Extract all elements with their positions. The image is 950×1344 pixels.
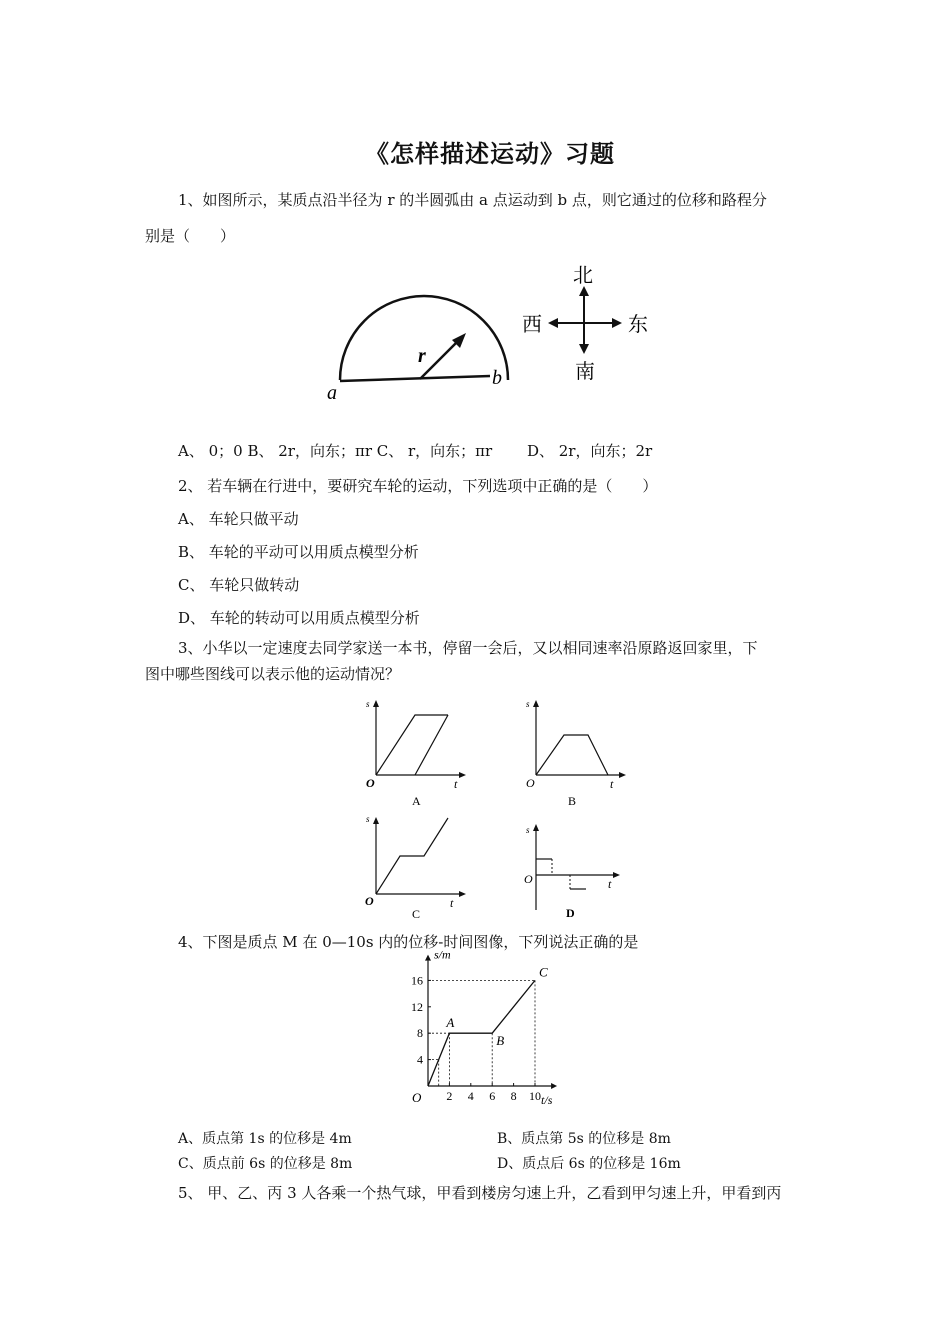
y-axis-label: s/m bbox=[434, 947, 451, 962]
compass-figure bbox=[518, 260, 678, 390]
graph-a-origin: O bbox=[366, 776, 375, 790]
graph-d-label: D bbox=[566, 906, 575, 920]
x-tick-label: 6 bbox=[489, 1089, 496, 1103]
graph-a bbox=[360, 695, 480, 815]
graph-c bbox=[360, 810, 480, 930]
q3-stem-line2: 图中哪些图线可以表示他的运动情况？ bbox=[145, 665, 401, 683]
south-label: 南 bbox=[575, 361, 595, 383]
graph-b-xlabel: t bbox=[610, 777, 614, 791]
q4-option-b: B、质点第 5s 的位移是 8m bbox=[497, 1131, 671, 1147]
graph-a-label: A bbox=[412, 794, 421, 808]
graph-b-ylabel: s bbox=[526, 699, 530, 709]
x-axis-arrow bbox=[551, 1083, 557, 1089]
x-axis-label: t/s bbox=[541, 1093, 553, 1107]
x-tick-label: 2 bbox=[446, 1089, 453, 1103]
x-tick-label: 10 bbox=[529, 1089, 541, 1103]
point-label-o: O bbox=[412, 1090, 422, 1105]
q2-option-c: C、 车轮只做转动 bbox=[178, 576, 300, 594]
graph-b-label: B bbox=[568, 794, 577, 808]
graph-c-xlabel: t bbox=[450, 896, 454, 910]
graph-b-origin: O bbox=[526, 776, 535, 790]
graph-b bbox=[520, 695, 640, 815]
q4-st-chart bbox=[400, 947, 600, 1112]
graph-c-origin: O bbox=[365, 894, 374, 908]
graph-d-origin: O bbox=[524, 872, 533, 886]
label-r: r bbox=[418, 345, 426, 367]
y-axis-arrow bbox=[425, 955, 431, 961]
graph-a-xlabel: t bbox=[454, 777, 458, 791]
graph-a-ylabel: s bbox=[366, 699, 370, 709]
graph-d-ylabel: s bbox=[526, 825, 530, 835]
graph-d-xlabel: t bbox=[608, 877, 612, 891]
q2-option-b: B、 车轮的平动可以用质点模型分析 bbox=[178, 543, 419, 561]
label-b: b bbox=[492, 367, 502, 389]
q1-options: A、 0；0 B、 2r，向东；πr C、 r，向东；πr D、 2r，向东；2r bbox=[178, 442, 653, 460]
y-tick-label: 16 bbox=[411, 973, 423, 988]
label-a: a bbox=[327, 382, 337, 404]
point-label-a: A bbox=[446, 1015, 455, 1031]
q1-stem-line1: 1、如图所示，某质点沿半径为 r 的半圆弧由 a 点运动到 b 点，则它通过的位移和路程分 bbox=[178, 191, 767, 209]
q2-stem: 2、 若车辆在行进中，要研究车轮的运动，下列选项中正确的是（ ） bbox=[178, 477, 658, 495]
q4-option-c: C、质点前 6s 的位移是 8m bbox=[178, 1156, 353, 1172]
graph-c-label: C bbox=[412, 907, 421, 921]
y-tick-label: 12 bbox=[411, 999, 423, 1014]
q5-stem-line1: 5、 甲、乙、丙 3 人各乘一个热气球，甲看到楼房匀速上升，乙看到甲匀速上升，甲看到丙 bbox=[178, 1184, 782, 1202]
x-tick-label: 4 bbox=[467, 1089, 474, 1103]
page-title: 《怎样描述运动》习题 bbox=[365, 140, 615, 168]
q4-option-a: A、质点第 1s 的位移是 4m bbox=[178, 1131, 352, 1147]
north-label: 北 bbox=[573, 265, 593, 287]
west-label: 西 bbox=[522, 314, 542, 336]
east-label: 东 bbox=[628, 314, 648, 336]
point-label-c: C bbox=[539, 964, 548, 980]
q1-stem-line2: 别是（ ） bbox=[145, 227, 236, 245]
graph-d bbox=[520, 815, 640, 935]
q1-semicircle-figure bbox=[320, 300, 500, 440]
y-tick-label: 4 bbox=[417, 1052, 423, 1067]
q2-option-d: D、 车轮的转动可以用质点模型分析 bbox=[178, 609, 420, 627]
q4-stem: 4、下图是质点 M 在 0—10s 内的位移-时间图像，下列说法正确的是 bbox=[178, 933, 639, 951]
point-label-b: B bbox=[496, 1033, 505, 1049]
graph-c-ylabel: s bbox=[366, 814, 370, 824]
x-tick-label: 8 bbox=[510, 1089, 517, 1103]
q2-option-a: A、 车轮只做平动 bbox=[178, 510, 299, 528]
y-tick-label: 8 bbox=[417, 1026, 423, 1041]
q4-option-d: D、质点后 6s 的位移是 16m bbox=[497, 1156, 681, 1172]
q3-stem-line1: 3、小华以一定速度去同学家送一本书，停留一会后，又以相同速率沿原路返回家里，下 bbox=[178, 639, 758, 657]
